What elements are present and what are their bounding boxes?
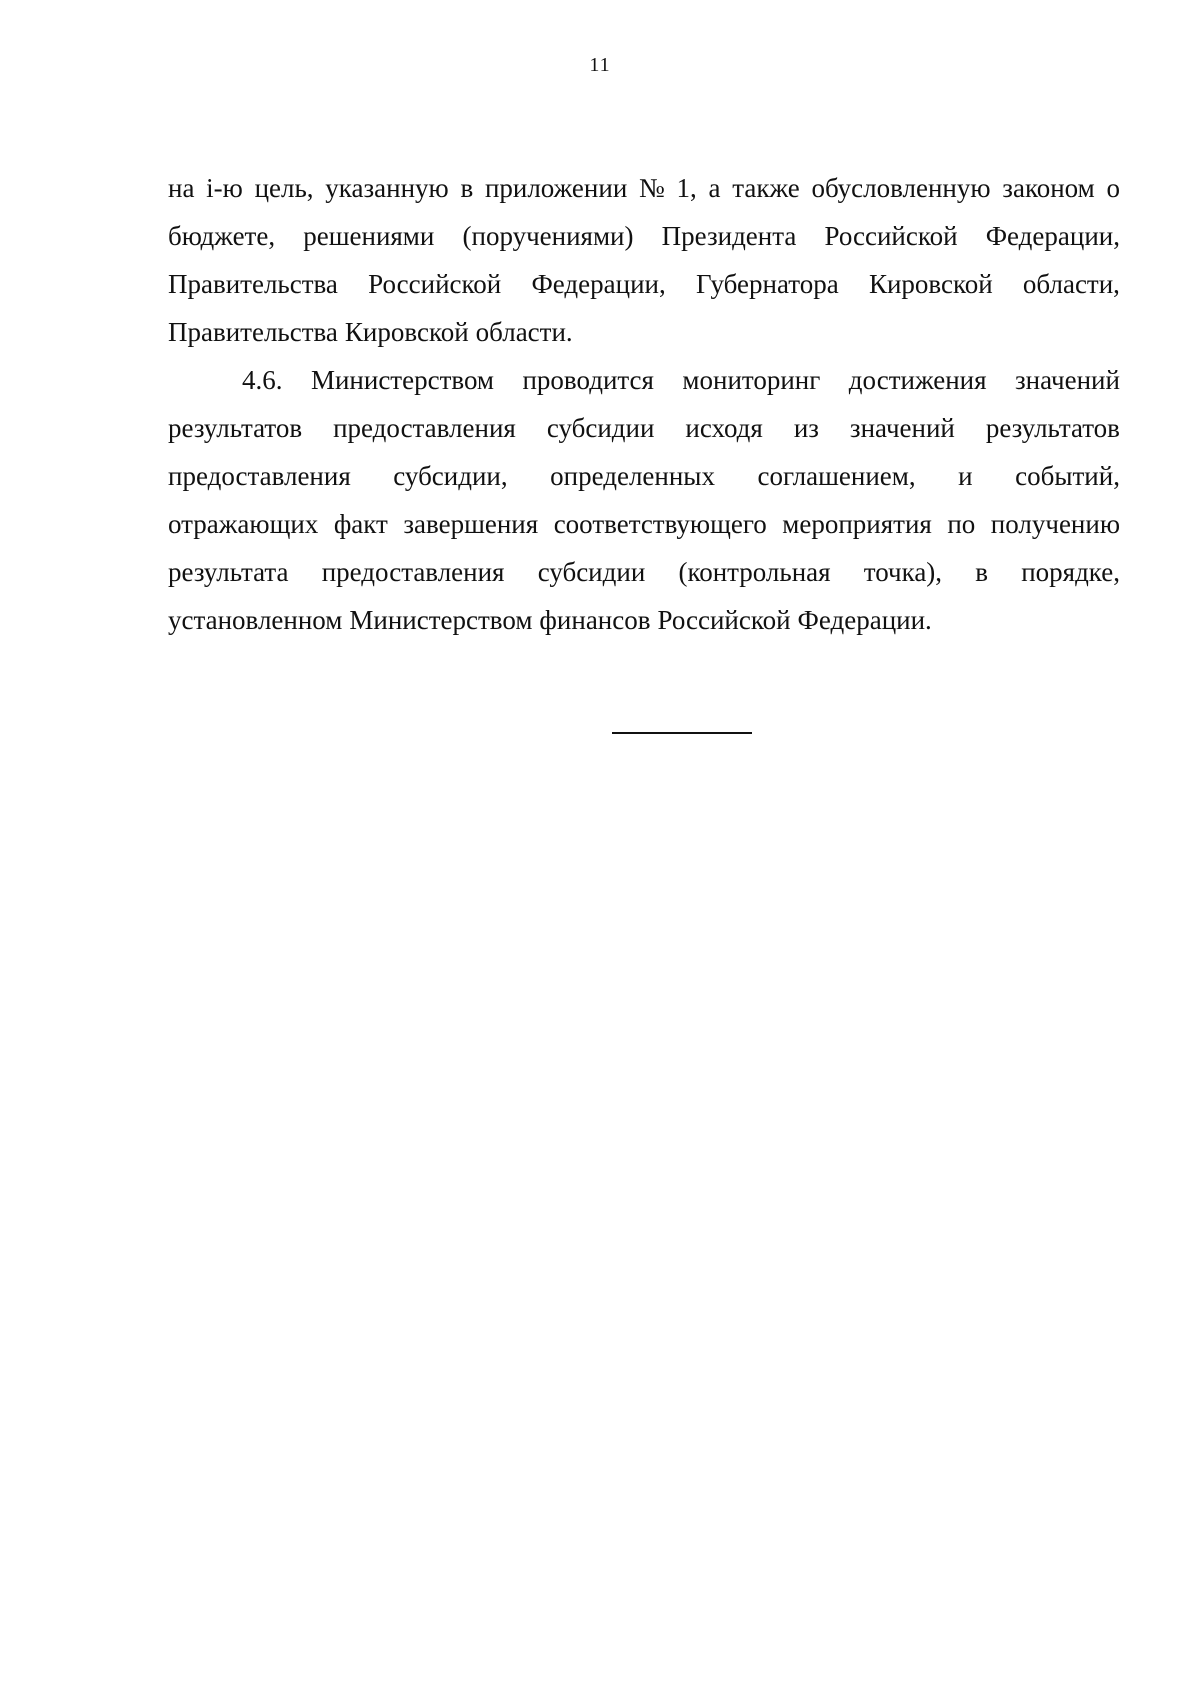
word: и: [958, 461, 973, 491]
word: Федерации,: [985, 221, 1120, 251]
word: субсидии: [537, 557, 646, 587]
word: законом: [1002, 173, 1095, 203]
word: Кировской: [868, 269, 993, 299]
word: предоставления: [333, 413, 516, 443]
text-line: [168, 260, 1120, 308]
word: завершения: [403, 509, 539, 539]
word: на: [168, 173, 195, 203]
word: результатов: [168, 413, 303, 443]
word: порядке,: [1021, 557, 1120, 587]
word: Федерации,: [531, 269, 666, 299]
word: а: [708, 173, 721, 203]
word: Российской: [824, 221, 958, 251]
word: финансов: [539, 605, 651, 635]
word: факт: [333, 509, 388, 539]
word: также: [732, 173, 800, 203]
text-line: [168, 548, 1120, 596]
word: (поручениями): [462, 221, 634, 251]
word: субсидии: [546, 413, 655, 443]
word: предоставления: [168, 461, 351, 491]
page-number: 11: [589, 54, 611, 76]
word: Правительства: [168, 317, 338, 347]
word: №: [639, 173, 665, 203]
word: в: [975, 557, 988, 587]
text-line: [168, 596, 1120, 644]
word: приложении: [484, 173, 628, 203]
word: определенных: [550, 461, 715, 491]
word: получению: [990, 509, 1120, 539]
word: решениями: [303, 221, 435, 251]
text-line: [168, 164, 1120, 212]
word: соответствующего: [553, 509, 767, 539]
word: результатов: [985, 413, 1120, 443]
text-line: [168, 308, 1120, 356]
text-line: [168, 452, 1120, 500]
word: 1,: [676, 173, 697, 203]
text-line: [168, 212, 1120, 260]
word: Президента: [661, 221, 797, 251]
text-line: [168, 356, 1120, 404]
word: Губернатора: [695, 269, 839, 299]
word: субсидии,: [393, 461, 508, 491]
section-number: 4.6.: [242, 365, 283, 395]
end-of-text-rule: [612, 732, 752, 734]
word: Российской: [368, 269, 502, 299]
word: (контрольная: [678, 557, 831, 587]
word: соглашением,: [757, 461, 916, 491]
word: мониторинг: [682, 365, 821, 395]
word: Правительства: [168, 269, 338, 299]
word: в: [460, 173, 474, 203]
word: значений: [849, 413, 955, 443]
word: Российской: [657, 605, 791, 635]
word: Кировской: [344, 317, 469, 347]
word: предоставления: [321, 557, 505, 587]
word: отражающих: [168, 509, 319, 539]
word: Министерством: [310, 365, 495, 395]
word: результата: [168, 557, 289, 587]
word: области.: [475, 317, 573, 347]
word: области,: [1022, 269, 1120, 299]
word: исходя: [685, 413, 763, 443]
word: установленном: [168, 605, 343, 635]
word: значений: [1015, 365, 1120, 395]
word: событий,: [1015, 461, 1120, 491]
word: Министерством: [349, 605, 533, 635]
word: мероприятия: [782, 509, 932, 539]
word: бюджете,: [168, 221, 276, 251]
word: указанную: [325, 173, 449, 203]
word: обусловленную: [811, 173, 991, 203]
word: по: [947, 509, 976, 539]
word: о: [1106, 173, 1120, 203]
word: точка),: [863, 557, 943, 587]
text-line: [168, 500, 1120, 548]
word: проводится: [522, 365, 654, 395]
word: достижения: [848, 365, 987, 395]
paragraph-continuation: [168, 164, 1120, 356]
paragraph-section-4-6: [168, 356, 1120, 644]
word: Федерации.: [797, 605, 932, 635]
word: цель,: [254, 173, 314, 203]
word: из: [793, 413, 819, 443]
text-line: [168, 404, 1120, 452]
word: i-ю: [206, 173, 243, 203]
